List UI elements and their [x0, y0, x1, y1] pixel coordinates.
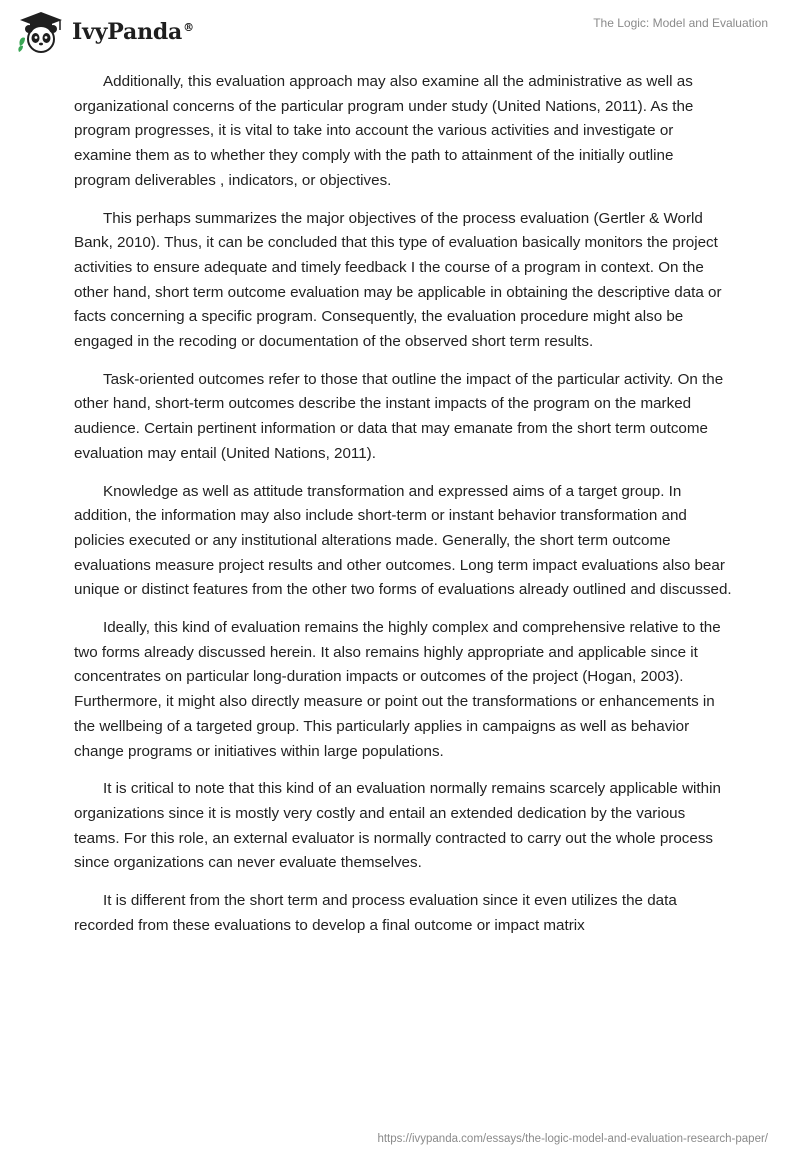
ivypanda-logo[interactable] [16, 10, 194, 54]
panda-graduation-icon [16, 10, 66, 54]
document-title: The Logic: Model and Evaluation [593, 16, 768, 30]
paragraph-4: Knowledge as well as attitude transformation and expressed aims of a target group. In addition, the information may also include short-term or instant behavior transformation and policies executed or any institutional alterations made. Generally, the short term outcome evaluations measure project results and other outcomes. Long term impact evaluations also bear unique or distinct features from the other two forms of evaluations already outlined and discussed. [74, 482, 732, 599]
paragraph-1: Additionally, this evaluation approach may also examine all the administrative as well as organizational concerns of the particular program under study (United Nations, 2011). As the program progresses, it is vital to take into account the various activities and investigate or examine them as to whether they comply with the path to attainment of the initially outline program deliverables , indicators, or objectives. [74, 73, 694, 189]
paragraph-5: Ideally, this kind of evaluation remains the highly complex and comprehensive relative to the two forms already discussed herein. It also remains highly appropriate and applicable since it concentrates on particular long-duration impacts or outcomes of the project (Hogan, 2003). Furthermore, it might also directly measure or point out the transformations or enhancements in the wellbeing of a targeted group. This particularly applies in campaigns as well as behavior change programs or initiatives within large populations. [74, 619, 721, 760]
paragraph-2: This perhaps summarizes the major objectives of the process evaluation (Gertler & World Bank, 2010). Thus, it can be concluded that this type of evaluation basically monitors the project activities to ensure adequate and timely feedback I the course of a program in context. On the other hand, short term outcome evaluation may be applicable in obtaining the descriptive data or facts concerning a specific program. Consequently, the evaluation procedure might also be engaged in the recoding or documentation of the observed short term results. [74, 209, 722, 351]
paragraph-7: It is different from the short term and process evaluation since it even utilizes the data recorded from these evaluations to develop a final outcome or impact matrix [74, 892, 677, 934]
logo-wordmark: IvyPanda® [72, 19, 194, 45]
paragraph-6: It is critical to note that this kind of an evaluation normally remains scarcely applicable within organizations since it is mostly very costly and entail an extended dedication by the various teams. For this role, an external evaluator is normally contracted to carry out the whole process since organizations can never evaluate themselves. [74, 780, 721, 872]
article-body [74, 70, 734, 952]
registered-mark: ® [183, 20, 194, 34]
paragraph-3: Task-oriented outcomes refer to those that outline the impact of the particular activity. On the other hand, short-term outcomes describe the instant impacts of the program on the marked audience. Certain pertinent information or data that may emanate from the short term outcome evaluation may entail (United Nations, 2011). [74, 370, 724, 462]
source-url[interactable]: https://ivypanda.com/essays/the-logic-model-and-evaluation-research-paper/ [377, 1133, 768, 1145]
page-header [0, 0, 800, 64]
